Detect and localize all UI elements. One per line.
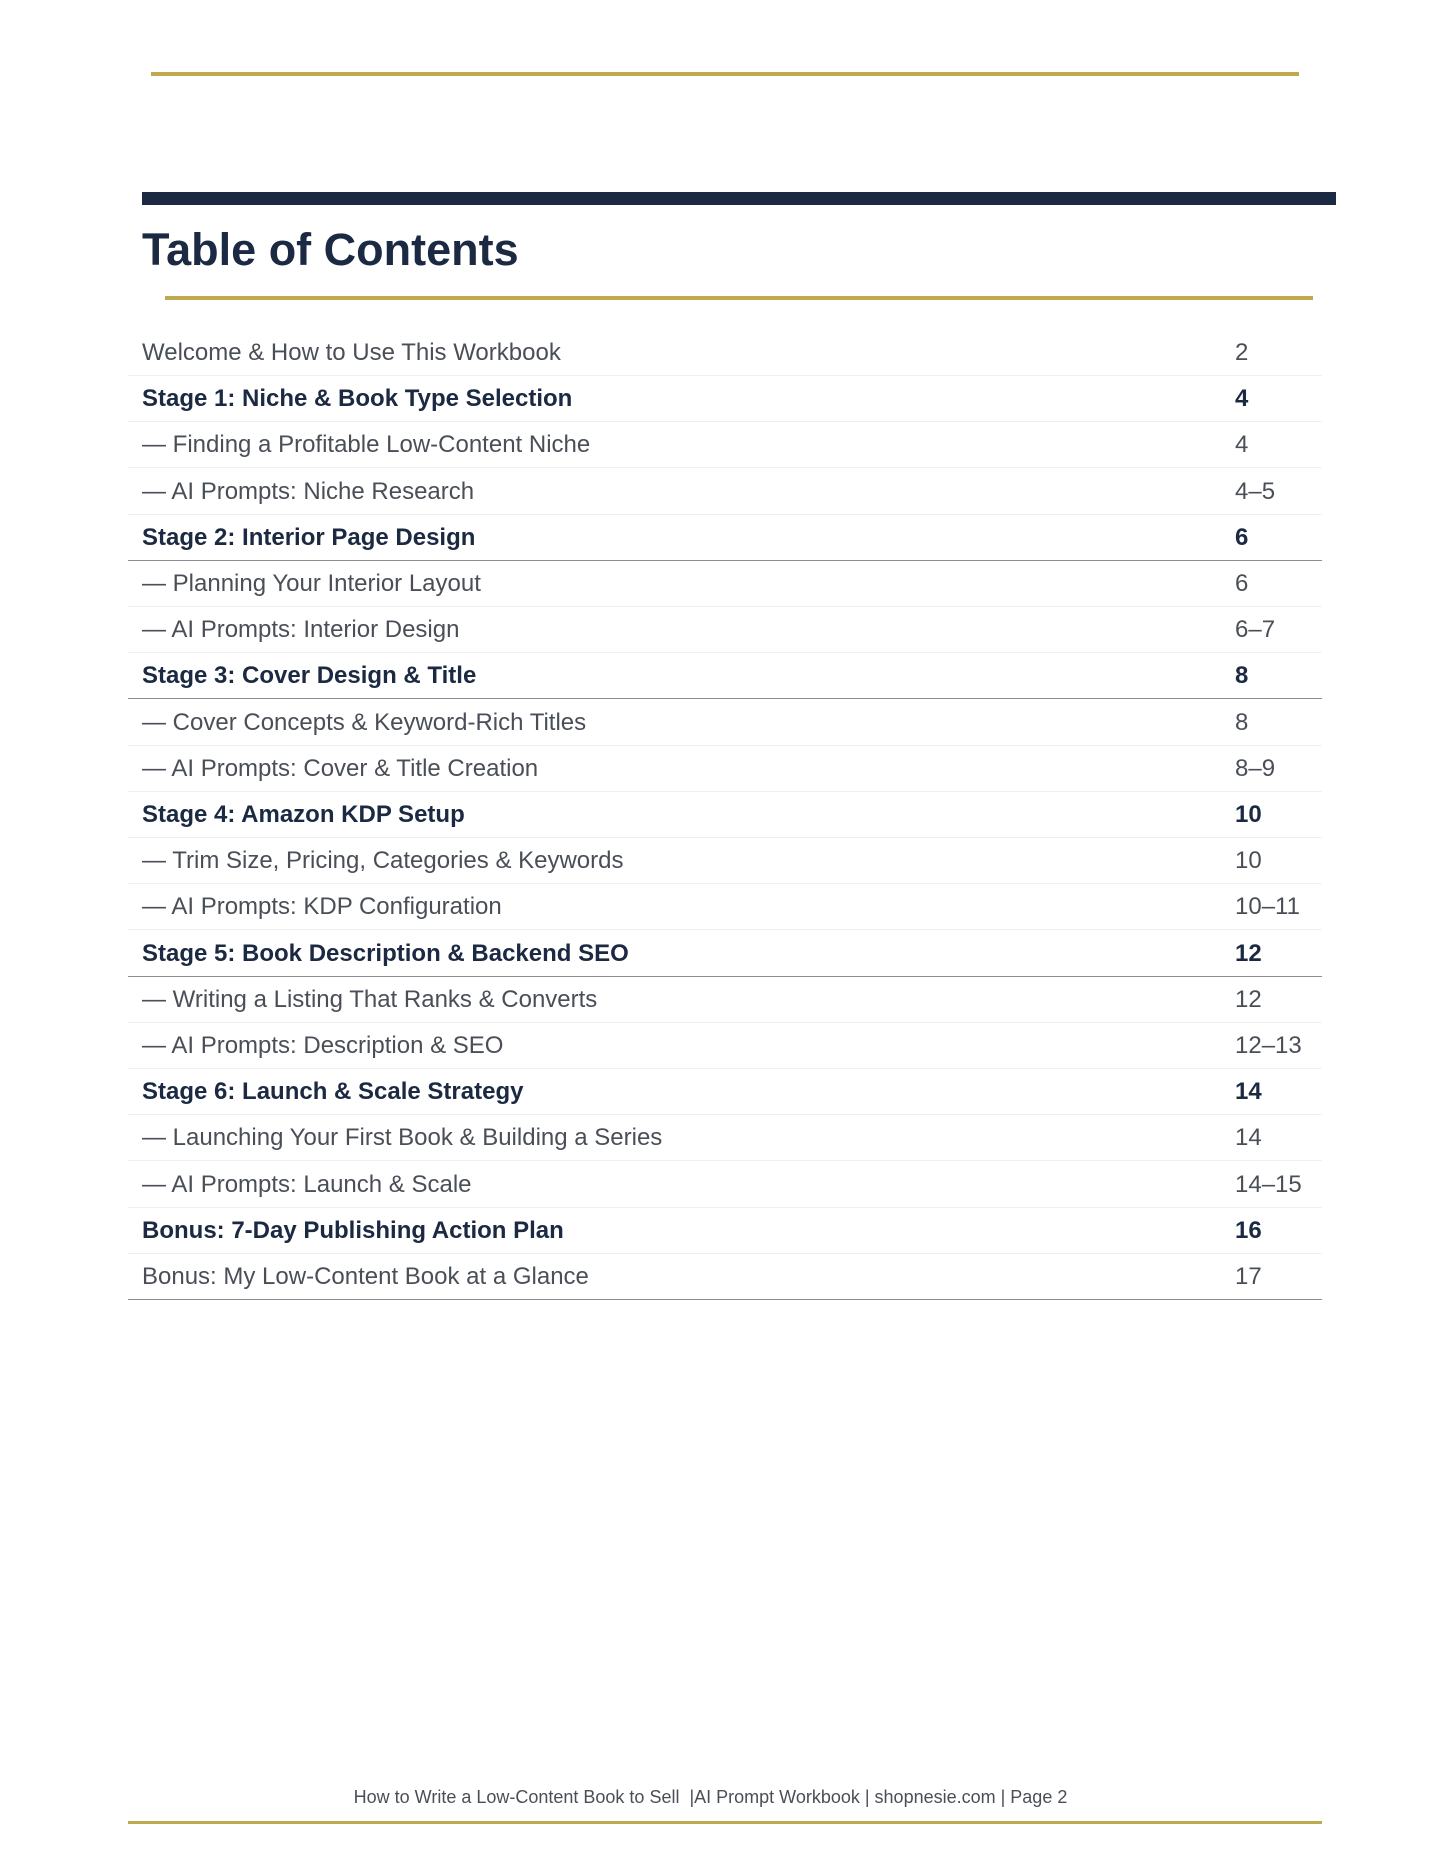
- toc-page-number: 8: [1235, 708, 1249, 736]
- toc-entry-row[interactable]: [128, 838, 1322, 884]
- footer-gold-rule: [128, 1821, 1322, 1824]
- toc-stage-row[interactable]: [128, 1069, 1322, 1115]
- toc-entry-title: Welcome & How to Use This Workbook: [142, 339, 561, 366]
- toc-entry-title: Stage 6: Launch & Scale Strategy: [142, 1078, 524, 1106]
- toc-page-number: 12–13: [1235, 1032, 1302, 1059]
- page-title: Table of Contents: [142, 224, 519, 275]
- toc-entry-row[interactable]: [128, 884, 1322, 930]
- toc-page-number: 4: [1235, 385, 1249, 413]
- toc-entry-title: — AI Prompts: Niche Research: [142, 477, 475, 505]
- toc-stage-row[interactable]: [128, 931, 1322, 977]
- toc-stage-row[interactable]: [128, 653, 1322, 699]
- toc-entry-row[interactable]: [128, 469, 1322, 515]
- toc-entry-row[interactable]: [128, 1115, 1322, 1161]
- toc-entry-title: — Launching Your First Book & Building a Series: [142, 1124, 663, 1152]
- toc-page-number: 14: [1235, 1078, 1262, 1106]
- toc-page-number: 17: [1235, 1263, 1262, 1290]
- toc-page-number: 4: [1235, 431, 1249, 459]
- toc-entry-title: Bonus: My Low-Content Book at a Glance: [142, 1263, 589, 1290]
- toc-entry-title: — AI Prompts: Interior Design: [142, 616, 460, 644]
- toc-page-number: 10–11: [1235, 893, 1300, 921]
- page-footer: How to Write a Low-Content Book to Sell |AI Prompt Workbook | shopnesie.com | Page 2: [353, 1787, 1068, 1807]
- toc-page-number: 2: [1235, 339, 1249, 366]
- toc-page-number: 14–15: [1235, 1170, 1302, 1198]
- toc-entry-title: Stage 1: Niche & Book Type Selection: [142, 385, 573, 413]
- toc-entry-title: Stage 2: Interior Page Design: [142, 523, 476, 551]
- toc-page-number: 16: [1235, 1216, 1262, 1244]
- toc-entry-row[interactable]: [128, 607, 1322, 653]
- toc-stage-row[interactable]: [128, 1208, 1322, 1254]
- toc-entry-title: — AI Prompts: Description & SEO: [142, 1032, 504, 1059]
- toc-page-number: 10: [1235, 801, 1262, 828]
- toc-entry-title: Stage 5: Book Description & Backend SEO: [142, 939, 629, 967]
- toc-entry-title: — AI Prompts: KDP Configuration: [142, 893, 502, 921]
- toc-entry-row[interactable]: [128, 1023, 1322, 1069]
- toc-page-number: 6: [1235, 523, 1249, 551]
- toc-entry-title: — Writing a Listing That Ranks & Converts: [142, 985, 598, 1013]
- toc-page-number: 4–5: [1235, 477, 1276, 505]
- toc-entry-row[interactable]: [128, 330, 1322, 376]
- toc-page-number: 8: [1235, 662, 1249, 690]
- toc-page-number: 10: [1235, 847, 1262, 875]
- toc-entry-title: — Finding a Profitable Low-Content Niche: [142, 431, 591, 459]
- toc-page-number: 12: [1235, 939, 1262, 967]
- toc-entry-title: — Planning Your Interior Layout: [142, 570, 481, 597]
- toc-entry-row[interactable]: [128, 561, 1322, 607]
- toc-stage-row[interactable]: [128, 515, 1322, 561]
- toc-entry-row[interactable]: [128, 700, 1322, 746]
- toc-page-number: 6: [1235, 570, 1249, 597]
- toc-stage-row[interactable]: [128, 792, 1322, 838]
- toc-entry-title: — AI Prompts: Cover & Title Creation: [142, 754, 539, 782]
- toc-entry-title: — AI Prompts: Launch & Scale: [142, 1170, 472, 1198]
- toc-entry-row[interactable]: [128, 746, 1322, 792]
- toc-page-number: 12: [1235, 985, 1262, 1013]
- toc-page-number: 8–9: [1235, 754, 1276, 782]
- toc-entry-title: — Trim Size, Pricing, Categories & Keywords: [142, 847, 624, 875]
- toc-entry-title: Bonus: 7-Day Publishing Action Plan: [142, 1216, 564, 1244]
- toc-page-number: 14: [1235, 1124, 1262, 1152]
- toc-entry-row[interactable]: [128, 1254, 1322, 1300]
- toc-entry-title: Stage 4: Amazon KDP Setup: [142, 801, 465, 828]
- toc-entry-row[interactable]: [128, 977, 1322, 1023]
- toc-page-number: 6–7: [1235, 616, 1276, 644]
- toc-stage-row[interactable]: [128, 376, 1322, 422]
- toc-entry-title: Stage 3: Cover Design & Title: [142, 662, 477, 690]
- toc-entry-row[interactable]: [128, 1162, 1322, 1208]
- toc-entry-row[interactable]: [128, 422, 1322, 468]
- toc-entry-title: — Cover Concepts & Keyword-Rich Titles: [142, 708, 587, 736]
